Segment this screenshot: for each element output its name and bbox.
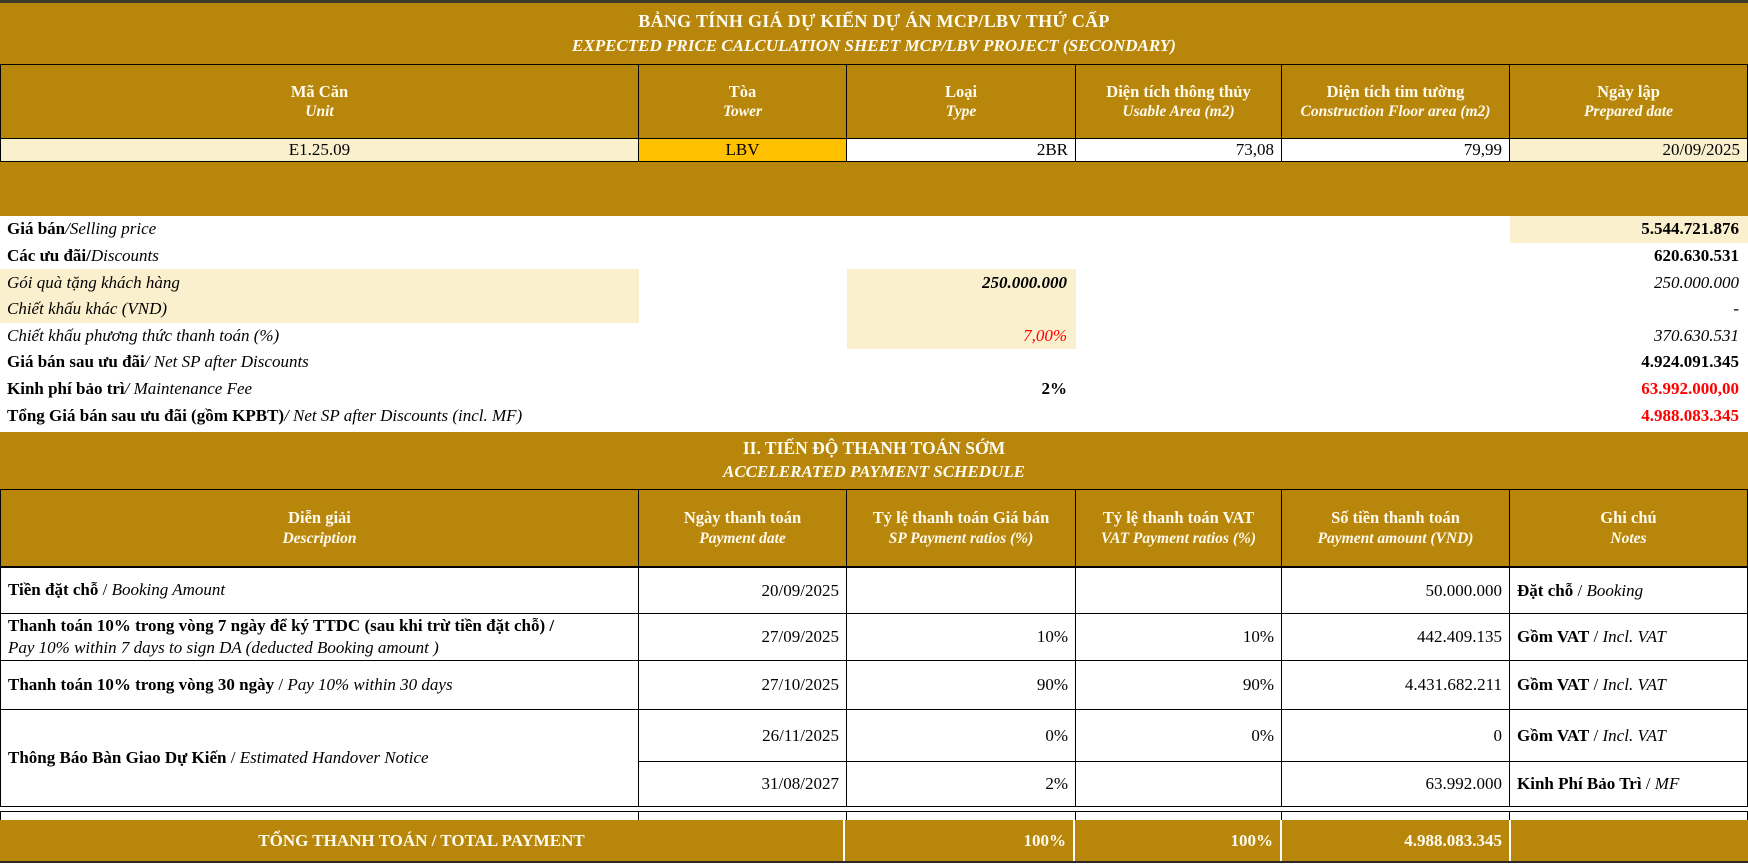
payment-date-cell[interactable]: 26/11/2025	[639, 710, 846, 761]
total-payment-label: TỔNG THANH TOÁN / TOTAL PAYMENT	[0, 820, 843, 861]
header-vi: Ngày thanh toán	[683, 508, 802, 527]
note-en: Booking	[1586, 580, 1644, 600]
label-en: Discounts	[90, 245, 159, 265]
spacer-row	[0, 811, 1748, 820]
separator: /	[226, 747, 240, 767]
maintenance-fee-value[interactable]: 63.992.000,00	[1641, 379, 1739, 399]
sheet-title-en: EXPECTED PRICE CALCULATION SHEET MCP/LBV PROJECT (SECONDARY)	[572, 36, 1176, 55]
note-en: Incl. VAT	[1602, 725, 1666, 745]
label-vi: Các ưu đãi/	[7, 245, 91, 265]
note-vi: Gồm VAT	[1517, 627, 1590, 646]
desc-en: Estimated Handover Notice	[239, 747, 429, 767]
construction-area-cell[interactable]: 79,99	[1282, 139, 1509, 161]
price-row-maintenance-fee	[0, 376, 1748, 403]
payment-table-header	[0, 489, 1748, 567]
payment-date-cell[interactable]: 27/10/2025	[639, 661, 846, 709]
label-en: /Selling price	[65, 219, 157, 239]
payment-row-booking-description	[1, 568, 638, 613]
amount-cell[interactable]: 442.409.135	[1282, 614, 1509, 660]
header-en: VAT Payment ratios (%)	[1100, 529, 1257, 547]
desc-en: Pay 10% within 7 days to sign DA (deducted Booking amount )	[8, 638, 439, 657]
header-vi: Số tiền thanh toán	[1331, 508, 1460, 527]
separator: /	[1589, 725, 1603, 745]
price-label	[0, 376, 639, 403]
price-row-discounts	[0, 243, 1748, 270]
header-en: Usable Area (m2)	[1122, 103, 1235, 121]
price-label: Gói quà tặng khách hàng	[0, 269, 639, 296]
price-detail-section	[0, 216, 1748, 429]
spacer-cell	[1076, 812, 1281, 820]
unit-table	[0, 64, 1748, 162]
header-en: Type	[945, 103, 977, 121]
section2-title-en: ACCELERATED PAYMENT SCHEDULE	[723, 462, 1025, 481]
desc-vi: Thông Báo Bàn Giao Dự Kiến	[8, 747, 227, 767]
section2-title-vi: II. TIẾN ĐỘ THANH TOÁN SỚM	[742, 438, 1006, 458]
header-vi: Tòa	[728, 81, 757, 101]
total-vat-ratio[interactable]: 100%	[1075, 820, 1280, 861]
amount-cell[interactable]: 4.431.682.211	[1282, 661, 1509, 709]
header-en: Prepared date	[1583, 103, 1674, 121]
amount-cell[interactable]: 0	[1282, 710, 1509, 761]
total-net-sp-value[interactable]: 4.988.083.345	[1641, 405, 1739, 425]
payment-header-notes	[1510, 490, 1747, 566]
label-vi: Giá bán	[7, 219, 66, 239]
payment-table-body	[0, 567, 1748, 807]
unit-code-cell[interactable]: E1.25.09	[1, 139, 638, 161]
separator: /	[1641, 774, 1655, 793]
price-row-net-sp	[0, 349, 1748, 376]
header-en: Unit	[305, 103, 334, 121]
price-row-payment-method-discount	[0, 323, 1748, 350]
maintenance-fee-rate[interactable]: 2%	[1041, 379, 1067, 399]
payment-header-amount	[1282, 490, 1509, 566]
unit-header-type	[847, 65, 1075, 138]
vat-ratio-cell[interactable]: 90%	[1076, 661, 1281, 709]
selling-price-value[interactable]: 5.544.721.876	[1510, 216, 1748, 243]
amount-cell[interactable]: 50.000.000	[1282, 568, 1509, 613]
payment-row-handover-description	[1, 710, 638, 806]
price-label	[0, 349, 639, 376]
vat-ratio-cell[interactable]: 10%	[1076, 614, 1281, 660]
label-vi: Kinh phí bảo trì	[7, 379, 125, 399]
unit-header-unit	[1, 65, 638, 138]
header-vi: Loại	[944, 81, 978, 101]
vat-ratio-cell[interactable]	[1076, 762, 1281, 806]
sheet-title-band	[0, 0, 1748, 64]
header-vi: Tỷ lệ thanh toán VAT	[1102, 508, 1255, 527]
tower-cell[interactable]: LBV	[639, 139, 846, 161]
header-vi: Diện tích thông thủy	[1106, 81, 1251, 101]
separator: /	[1573, 580, 1587, 600]
note-vi: Gồm VAT	[1517, 675, 1590, 694]
gift-package-input[interactable]: 250.000.000	[847, 269, 1076, 296]
vat-ratio-cell[interactable]: 0%	[1076, 710, 1281, 761]
payment-date-cell[interactable]: 20/09/2025	[639, 568, 846, 613]
other-discount-input[interactable]	[847, 296, 1076, 323]
payment-row-30-days-description	[1, 661, 638, 709]
unit-header-construction-area	[1282, 65, 1509, 138]
price-row-other-discount	[0, 296, 1748, 323]
separator: /	[1589, 627, 1603, 646]
total-amount[interactable]: 4.988.083.345	[1282, 820, 1509, 861]
unit-header-prepared-date	[1510, 65, 1747, 138]
payment-header-vat-ratio	[1076, 490, 1281, 566]
label-vi: Giá bán sau ưu đãi	[7, 352, 145, 372]
payment-method-discount-input[interactable]: 7,00%	[847, 323, 1076, 350]
net-sp-value[interactable]: 4.924.091.345	[1641, 352, 1739, 372]
separator: /	[1589, 675, 1603, 694]
header-en: Notes	[1610, 529, 1647, 547]
payment-date-cell[interactable]: 27/09/2025	[639, 614, 846, 660]
header-vi: Mã Căn	[290, 81, 349, 101]
price-row-gift-package	[0, 269, 1748, 296]
header-en: Description	[282, 529, 357, 547]
gift-package-value[interactable]: 250.000.000	[1654, 272, 1739, 292]
desc-vi: Tiền đặt chỗ	[8, 580, 99, 600]
price-label	[0, 402, 639, 429]
label-en: / Net SP after Discounts (incl. MF)	[284, 405, 523, 425]
sheet-title-vi: BẢNG TÍNH GIÁ DỰ KIẾN DỰ ÁN MCP/LBV THỨ CẤP	[638, 11, 1110, 31]
desc-vi: Thanh toán 10% trong vòng 30 ngày	[8, 674, 275, 694]
total-payment-row	[0, 820, 1748, 863]
header-vi: Tỷ lệ thanh toán Giá bán	[872, 508, 1050, 527]
separator: /	[98, 580, 112, 600]
desc-vi: Thanh toán 10% trong vòng 7 ngày để ký TTDC (sau khi trừ tiền đặt chỗ) /	[8, 615, 555, 635]
sp-ratio-cell[interactable]	[847, 568, 1075, 613]
label-en: / Maintenance Fee	[124, 379, 253, 399]
vat-ratio-cell[interactable]	[1076, 568, 1281, 613]
note-en: Incl. VAT	[1602, 675, 1666, 694]
price-label: Chiết khấu phương thức thanh toán (%)	[7, 325, 280, 345]
payment-method-discount-value[interactable]: 370.630.531	[1654, 325, 1739, 345]
discounts-value[interactable]: 620.630.531	[1654, 245, 1739, 265]
price-label	[0, 216, 639, 243]
note-vi: Đặt chỗ	[1517, 580, 1574, 600]
sp-ratio-cell[interactable]: 10%	[847, 614, 1075, 660]
label-vi: Tổng Giá bán sau ưu đãi (gồm KPBT)	[7, 405, 285, 425]
spacer-cell	[1, 812, 638, 820]
note-cell	[1510, 614, 1747, 660]
usable-area-cell[interactable]: 73,08	[1076, 139, 1281, 161]
label-en: / Net SP after Discounts	[144, 352, 309, 372]
header-en: Payment date	[699, 529, 786, 547]
header-vi: Ngày lập	[1597, 81, 1660, 101]
header-vi: Ghi chú	[1600, 508, 1657, 527]
type-cell[interactable]: 2BR	[847, 139, 1075, 161]
note-cell	[1510, 710, 1747, 761]
header-vi: Diễn giải	[288, 508, 351, 527]
payment-row-sign-da-description	[1, 614, 638, 660]
unit-header-usable-area	[1076, 65, 1281, 138]
total-sp-ratio[interactable]: 100%	[845, 820, 1073, 861]
note-cell	[1510, 762, 1747, 806]
payment-date-cell[interactable]: 31/08/2027	[639, 762, 846, 806]
note-vi: Gồm VAT	[1517, 725, 1590, 745]
spacer-cell	[1282, 812, 1509, 820]
spacer-cell	[639, 812, 846, 820]
price-row-selling-price	[0, 216, 1748, 243]
price-row-total-net-sp	[0, 402, 1748, 429]
desc-en: Pay 10% within 30 days	[287, 674, 453, 694]
prepared-date-cell[interactable]: 20/09/2025	[1510, 139, 1747, 161]
note-cell	[1510, 661, 1747, 709]
amount-cell[interactable]: 63.992.000	[1282, 762, 1509, 806]
note-en: MF	[1654, 774, 1680, 793]
sp-ratio-cell[interactable]: 90%	[847, 661, 1075, 709]
other-discount-value[interactable]: -	[1733, 299, 1739, 319]
total-notes-empty	[1511, 820, 1748, 861]
header-vi: Diện tích tim tường	[1326, 81, 1465, 101]
sp-ratio-cell[interactable]: 2%	[847, 762, 1075, 806]
spacer-cell	[1510, 812, 1747, 820]
desc-en: Booking Amount	[111, 580, 226, 600]
unit-header-tower	[639, 65, 846, 138]
sp-ratio-cell[interactable]: 0%	[847, 710, 1075, 761]
separator: /	[274, 674, 288, 694]
spacer-cell	[847, 812, 1075, 820]
section2-title-band	[0, 432, 1748, 489]
header-en: SP Payment ratios (%)	[888, 529, 1034, 547]
payment-header-sp-ratio	[847, 490, 1075, 566]
note-vi: Kinh Phí Bảo Trì	[1517, 774, 1642, 793]
header-en: Construction Floor area (m2)	[1300, 103, 1491, 121]
price-label	[0, 243, 639, 270]
price-label: Chiết khấu khác (VND)	[0, 296, 639, 323]
payment-header-description	[1, 490, 638, 566]
note-en: Incl. VAT	[1602, 627, 1666, 646]
header-en: Payment amount (VND)	[1317, 529, 1474, 547]
payment-header-date	[639, 490, 846, 566]
note-cell	[1510, 568, 1747, 613]
gold-spacer-band	[0, 162, 1748, 216]
header-en: Tower	[722, 103, 763, 121]
